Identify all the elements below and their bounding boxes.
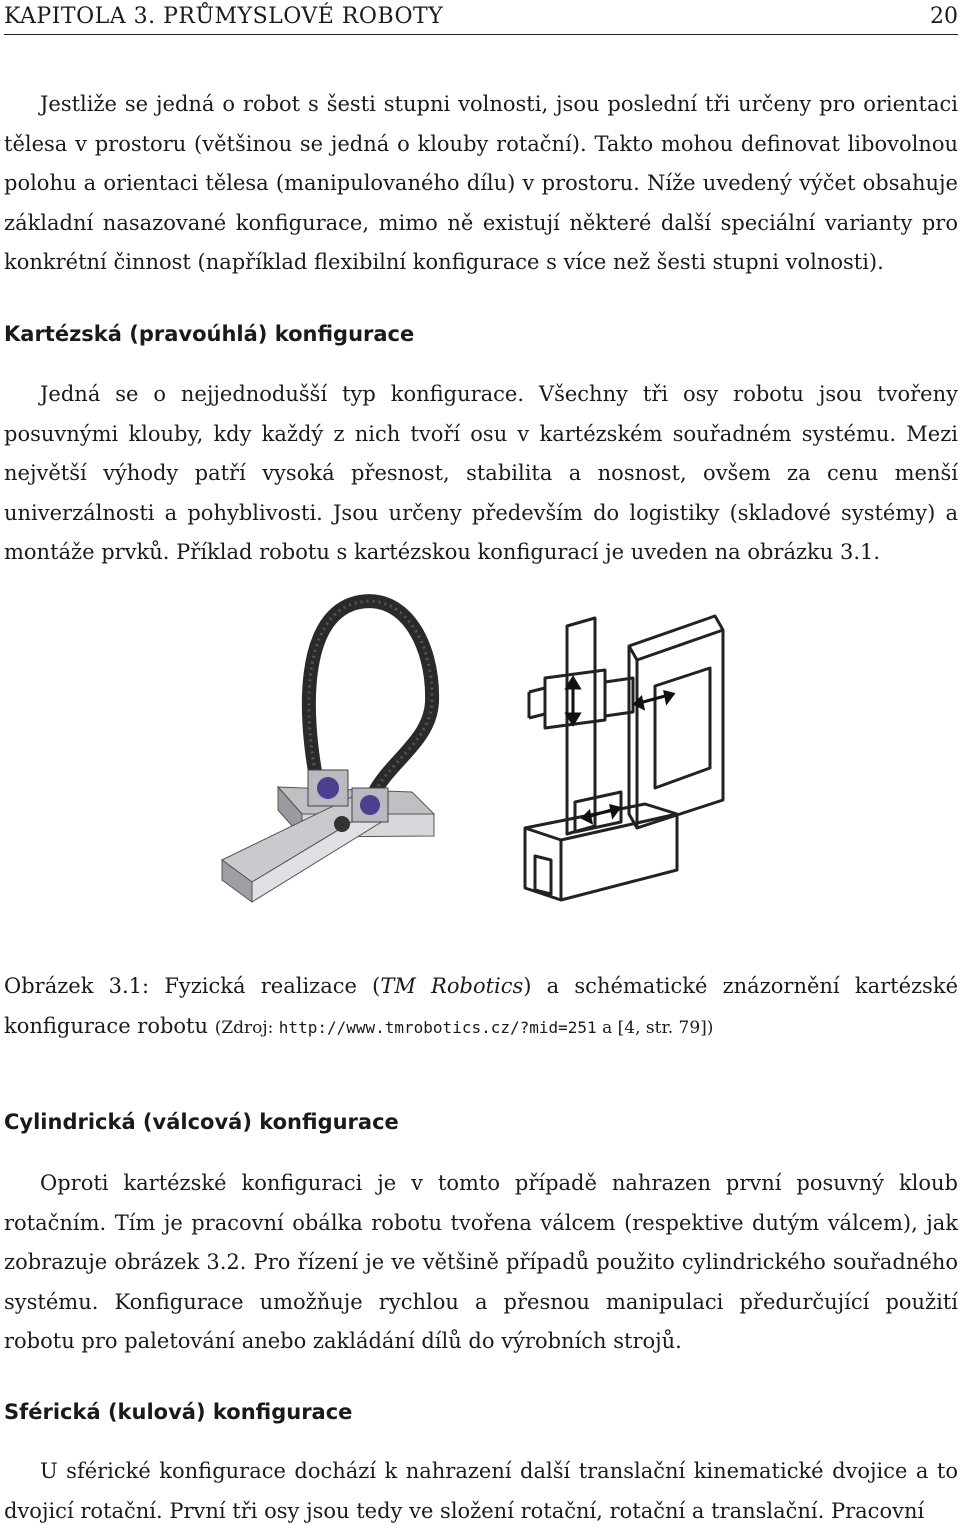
caption-source-close: a [4, str. 79]) <box>596 1018 714 1038</box>
chapter-title: KAPITOLA 3. PRŮMYSLOVÉ ROBOTY <box>4 4 444 29</box>
section-text-cylindrical: Oproti kartézské konfiguraci je v tomto případě nahrazen první posuvný kloub rotačním. Tím je pracovní obálka robotu tvořena válcem (respektive dutým válcem), jak zobrazuje obrázek 3.2. Pro řízení je ve většině případů použito cylindrického souřadného systému. Konfigurace umožňuje rychlou a přesnou manipulaci předurčující použití robotu pro paletování anebo zakládání dílů do výrobních strojů. <box>4 1171 958 1353</box>
section-text-spherical: U sférické konfigurace dochází k nahrazení další translační kinematické dvojice a to dvojicí rotační. První tři osy jsou tedy ve složení rotační, rotační a translační. Pracovní <box>4 1459 958 1523</box>
figure-caption <box>4 966 958 1048</box>
section-heading-cartesian: Kartézská (pravoúhlá) konfigurace <box>4 322 415 346</box>
page-header <box>4 4 958 35</box>
caption-mid: ) a schématické znázornění kartézské konfigurace robotu <box>4 974 958 1038</box>
cartesian-robot-photo <box>212 592 456 910</box>
intro-paragraph: Jestliže se jedná o robot s šesti stupni volnosti, jsou poslední tři určeny pro orientaci tělesa v prostoru (většinou se jedná o klouby rotační). Takto mohou definovat libovolnou polohu a orientaci tělesa (manipulovaného dílu) v prostoru. Níže uvedený výčet obsahuje základní nasazované konfigurace, mimo ně existují některé další speciální varianty pro konkrétní činnost (například flexibilní konfigurace s více než šesti stupni volnosti). <box>4 92 958 274</box>
caption-source-open: (Zdroj: <box>214 1018 279 1038</box>
page-number: 20 <box>930 4 958 29</box>
caption-prefix: Obrázek 3.1: Fyzická realizace ( <box>4 974 381 998</box>
caption-source-url[interactable]: http://www.tmrobotics.cz/?mid=251 <box>278 1018 597 1037</box>
section-text-cartesian: Jedná se o nejjednodušší typ konfigurace. Všechny tři osy robotu jsou tvořeny posuvnými klouby, kdy každý z nich tvoří osu v kartézském souřadném systému. Mezi největší výhody patří vysoká přesnost, stabilita a nosnost, ovšem za cenu menší univerzálnosti a pohyblivosti. Jsou určeny především do logistiky (skladové systémy) a montáže prvků. Příklad robotu s kartézskou konfigurací je uveden na obrázku 3.1. <box>4 382 958 564</box>
cartesian-schema-drawing <box>505 608 749 930</box>
section-heading-spherical: Sférická (kulová) konfigurace <box>4 1400 353 1424</box>
caption-italic: TM Robotics <box>380 974 524 998</box>
section-heading-cylindrical: Cylindrická (válcová) konfigurace <box>4 1110 399 1134</box>
